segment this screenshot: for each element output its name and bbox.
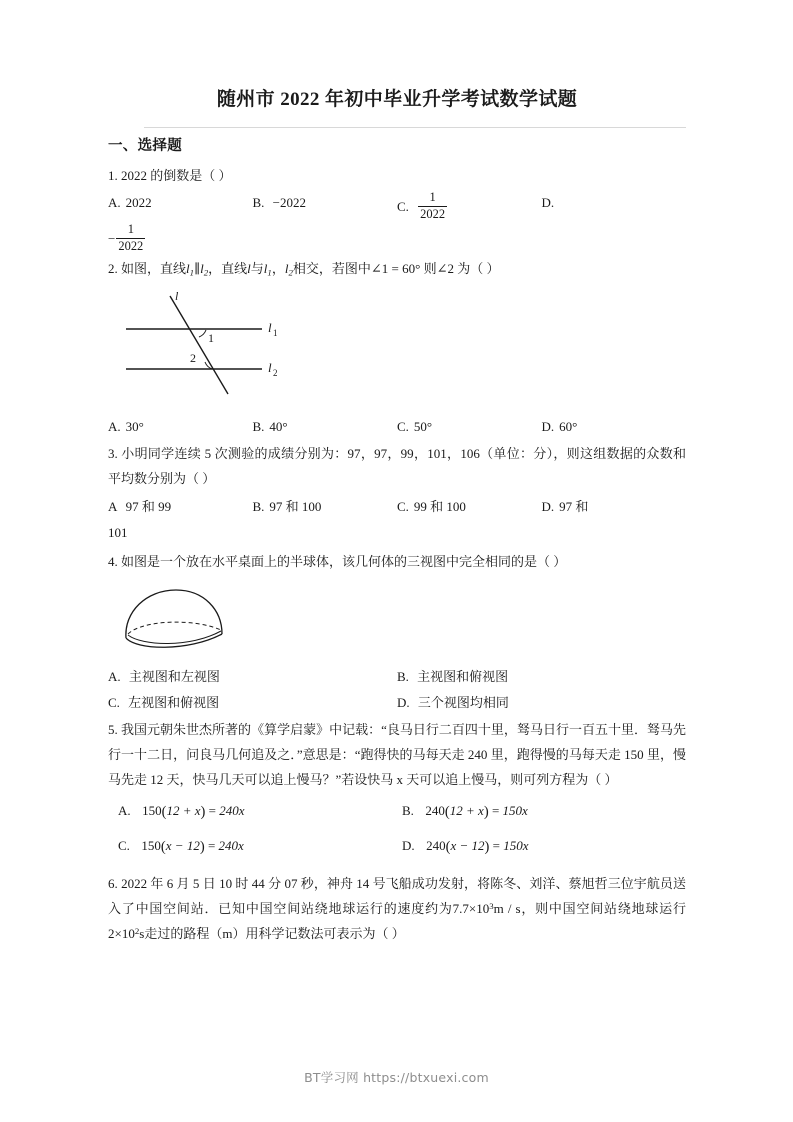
question-4-options-row-1	[108, 665, 686, 690]
option-5-A[interactable]	[118, 796, 402, 830]
label-angle-2: 2	[190, 350, 196, 365]
option-1-A-label: A.	[108, 195, 121, 211]
angle-1-arc	[199, 330, 206, 337]
section-heading: 一、选择题	[108, 137, 182, 154]
q6-time-value: $2\times 10^2s$	[108, 926, 145, 942]
option-5-B-label: B.	[402, 802, 414, 818]
option-3-A-text: 97 和 99	[125, 498, 172, 514]
q2-var-l: l	[247, 261, 251, 277]
option-2-B[interactable]	[253, 415, 398, 440]
option-4-D-text: 三个视图均相同	[417, 695, 509, 711]
option-3-B[interactable]	[253, 495, 398, 520]
option-1-D-label: D.	[541, 195, 555, 211]
option-3-D-label: D.	[541, 498, 555, 514]
title-divider	[144, 127, 686, 128]
option-1-D-denominator: 2022	[118, 238, 144, 253]
option-4-B-label: B.	[397, 668, 409, 684]
option-2-A-text: 30°	[125, 418, 144, 434]
option-2-A-label: A.	[108, 418, 121, 434]
question-6-stem	[108, 872, 686, 947]
option-1-C-numerator: 1	[418, 191, 447, 206]
question-1-number: 1.	[108, 167, 118, 183]
option-1-D-sign: −	[108, 231, 116, 247]
q2-var-l1-sub: 1	[189, 267, 195, 278]
option-2-B-text: 40°	[269, 418, 288, 434]
option-1-C[interactable]	[397, 191, 542, 221]
option-5-A-label: A.	[118, 802, 131, 818]
option-1-C-fraction	[418, 191, 447, 221]
option-3-C[interactable]	[397, 495, 542, 520]
option-5-C[interactable]	[118, 831, 402, 865]
q2-parallel-symbol: ∥	[194, 261, 201, 277]
question-3-options	[108, 495, 686, 520]
option-1-A-text: 2022	[125, 195, 152, 211]
option-3-A-label: A	[108, 498, 118, 514]
question-6-text-part-2: ，则中国空间站绕地球运行	[520, 901, 686, 917]
q6-speed-exponent: 3	[489, 901, 494, 912]
parallel-lines-figure	[108, 286, 686, 409]
question-4-options-row-2	[108, 691, 686, 716]
option-2-D-text: 60°	[559, 418, 578, 434]
question-2-text-part-2: ，直线	[208, 261, 248, 277]
hemisphere-dome	[126, 590, 222, 638]
q2-var-l1: l	[186, 261, 190, 277]
question-3-text: 小明同学连续 5 次测验的成绩分别为：97，97，99，101，106（单位：分），则这组数据的众数和平均数分别为（ ）	[108, 445, 686, 486]
question-6-text-part-3: 走过的路程（m）用科学记数法可表示为（ ）	[144, 926, 405, 942]
question-2-text-part-4: ，	[271, 261, 285, 277]
q2-var-l4: l	[284, 261, 289, 277]
option-3-D-continued[interactable]: 101	[108, 525, 128, 541]
option-1-B[interactable]	[253, 191, 398, 221]
option-3-C-text: 99 和 100	[413, 498, 466, 514]
option-3-C-label: C.	[397, 498, 409, 514]
label-line-l1-sub: 1	[273, 327, 278, 338]
option-5-D-equation: 240(x − 12) = 150x	[426, 838, 529, 856]
option-5-D[interactable]	[402, 831, 686, 865]
question-4-stem	[108, 550, 686, 575]
option-5-B-equation: 240(12 + x) = 150x	[425, 802, 528, 820]
question-1-stem	[108, 164, 686, 189]
option-2-D[interactable]	[542, 415, 687, 440]
option-2-D-label: D.	[541, 418, 555, 434]
option-2-B-label: B.	[252, 418, 265, 434]
label-angle-1: 1	[208, 330, 214, 345]
question-5-stem	[108, 718, 686, 793]
question-3-number: 3.	[108, 445, 118, 461]
question-5-number: 5.	[108, 721, 118, 737]
option-4-A[interactable]	[108, 665, 397, 690]
option-2-C-label: C.	[397, 418, 409, 434]
option-3-D-text: 97 和	[559, 498, 589, 514]
option-2-C[interactable]	[397, 415, 542, 440]
hemisphere-base-hidden	[128, 622, 221, 634]
option-4-A-text: 主视图和左视图	[128, 668, 220, 684]
parallel-lines-svg	[116, 286, 316, 404]
q2-var-l2: l	[200, 261, 204, 277]
option-5-B[interactable]	[402, 796, 686, 830]
option-1-B-text: −2022	[272, 195, 307, 211]
footer-site-name: BT学习网	[304, 1070, 359, 1085]
label-line-l1: l	[268, 319, 272, 335]
question-2-text-part-1: 如图，直线	[121, 261, 187, 277]
label-line-l2: l	[268, 359, 272, 375]
option-1-D[interactable]	[542, 191, 687, 221]
q2-var-l3: l	[263, 261, 268, 277]
q6-time-exponent: 2	[134, 926, 140, 937]
footer-url[interactable]: https://btxuexi.com	[363, 1070, 489, 1085]
q2-var-l3-sub: 1	[267, 267, 272, 278]
option-2-A[interactable]	[108, 415, 253, 440]
option-5-D-label: D.	[402, 838, 415, 854]
q6-time-unit: s	[139, 926, 145, 942]
q6-speed-unit: m / s	[493, 901, 521, 917]
question-5-options-row-1	[108, 796, 686, 830]
option-1-B-label: B.	[252, 195, 265, 211]
option-4-A-label: A.	[108, 668, 121, 684]
question-1-text: 2022 的倒数是（ ）	[121, 167, 232, 183]
option-4-C-label: C.	[108, 695, 120, 711]
option-4-C-text: 左视图和俯视图	[128, 695, 220, 711]
question-4-number: 4.	[108, 553, 118, 569]
option-4-C[interactable]	[108, 691, 397, 716]
option-4-D-label: D.	[397, 695, 410, 711]
option-1-D-continued[interactable]	[108, 223, 686, 253]
label-transversal-l: l	[175, 288, 179, 303]
option-5-C-label: C.	[118, 838, 130, 854]
transversal-line	[170, 296, 228, 394]
question-5-options-row-2	[108, 831, 686, 865]
label-line-l2-sub: 2	[273, 367, 278, 378]
option-4-B-text: 主视图和俯视图	[417, 668, 509, 684]
option-4-B[interactable]	[397, 665, 686, 690]
question-4-text: 如图是一个放在水平桌面上的半球体，该几何体的三视图中完全相同的是（ ）	[121, 553, 567, 569]
option-1-C-denominator: 2022	[420, 206, 446, 221]
option-3-A[interactable]	[108, 495, 253, 520]
hemisphere-base-inner	[128, 631, 221, 644]
q2-var-l2-sub: 2	[203, 267, 209, 278]
option-3-B-label: B.	[252, 498, 265, 514]
option-5-A-equation: 150(12 + x) = 240x	[142, 802, 245, 820]
option-1-D-fraction	[116, 223, 145, 253]
question-5-text: 我国元朝朱世杰所著的《算学启蒙》中记载：“良马日行二百四十里，驽马日行一百五十里．驽马先行一十二日，问良马几何追及之．”意思是：“跑得快的马每天走 240 里，跑得慢的马每天走 150 里，慢马先走 12 天，快马几天可以追上慢马？”若设快马 x 天可以追上慢马，则可列方程为（ ）	[108, 721, 687, 787]
hemisphere-figure	[108, 582, 686, 659]
page-content	[108, 88, 686, 950]
page-title: 随州市 2022 年初中毕业升学考试数学试题	[216, 89, 578, 110]
question-2-text-part-3: 与	[250, 261, 264, 277]
question-3-stem	[108, 442, 686, 492]
option-1-D-numerator: 1	[116, 223, 145, 238]
question-6-number: 6.	[108, 876, 118, 892]
question-2-stem	[108, 257, 686, 282]
option-3-D[interactable]	[542, 495, 687, 520]
q2-var-l4-sub: 2	[288, 267, 293, 278]
q6-speed-value: $7.7\times 10^3m / s$	[452, 901, 521, 917]
page-footer	[0, 1068, 793, 1086]
option-1-C-label: C.	[397, 199, 409, 215]
question-6-text-part-1: 2022 年 6 月 5 日 10 时 44 分 07 秒，神舟 14 号飞船成功发射，将陈冬、刘洋、蔡旭哲三位宇航员送入了中国空间站．已知中国空间站绕地球运行的速度约为	[108, 876, 686, 917]
question-1-options	[108, 191, 686, 221]
hemisphere-svg	[118, 582, 238, 654]
question-2-options	[108, 415, 686, 440]
option-3-B-text: 97 和 100	[269, 498, 322, 514]
question-2-text-part-5: 相交，若图中∠1 = 60° 则∠2 为（ ）	[292, 261, 500, 277]
question-2-number: 2.	[108, 261, 118, 277]
option-2-C-text: 50°	[413, 418, 433, 434]
option-4-D[interactable]	[397, 691, 686, 716]
option-5-C-equation: 150(x − 12) = 240x	[141, 838, 244, 856]
option-1-A[interactable]	[108, 191, 253, 221]
